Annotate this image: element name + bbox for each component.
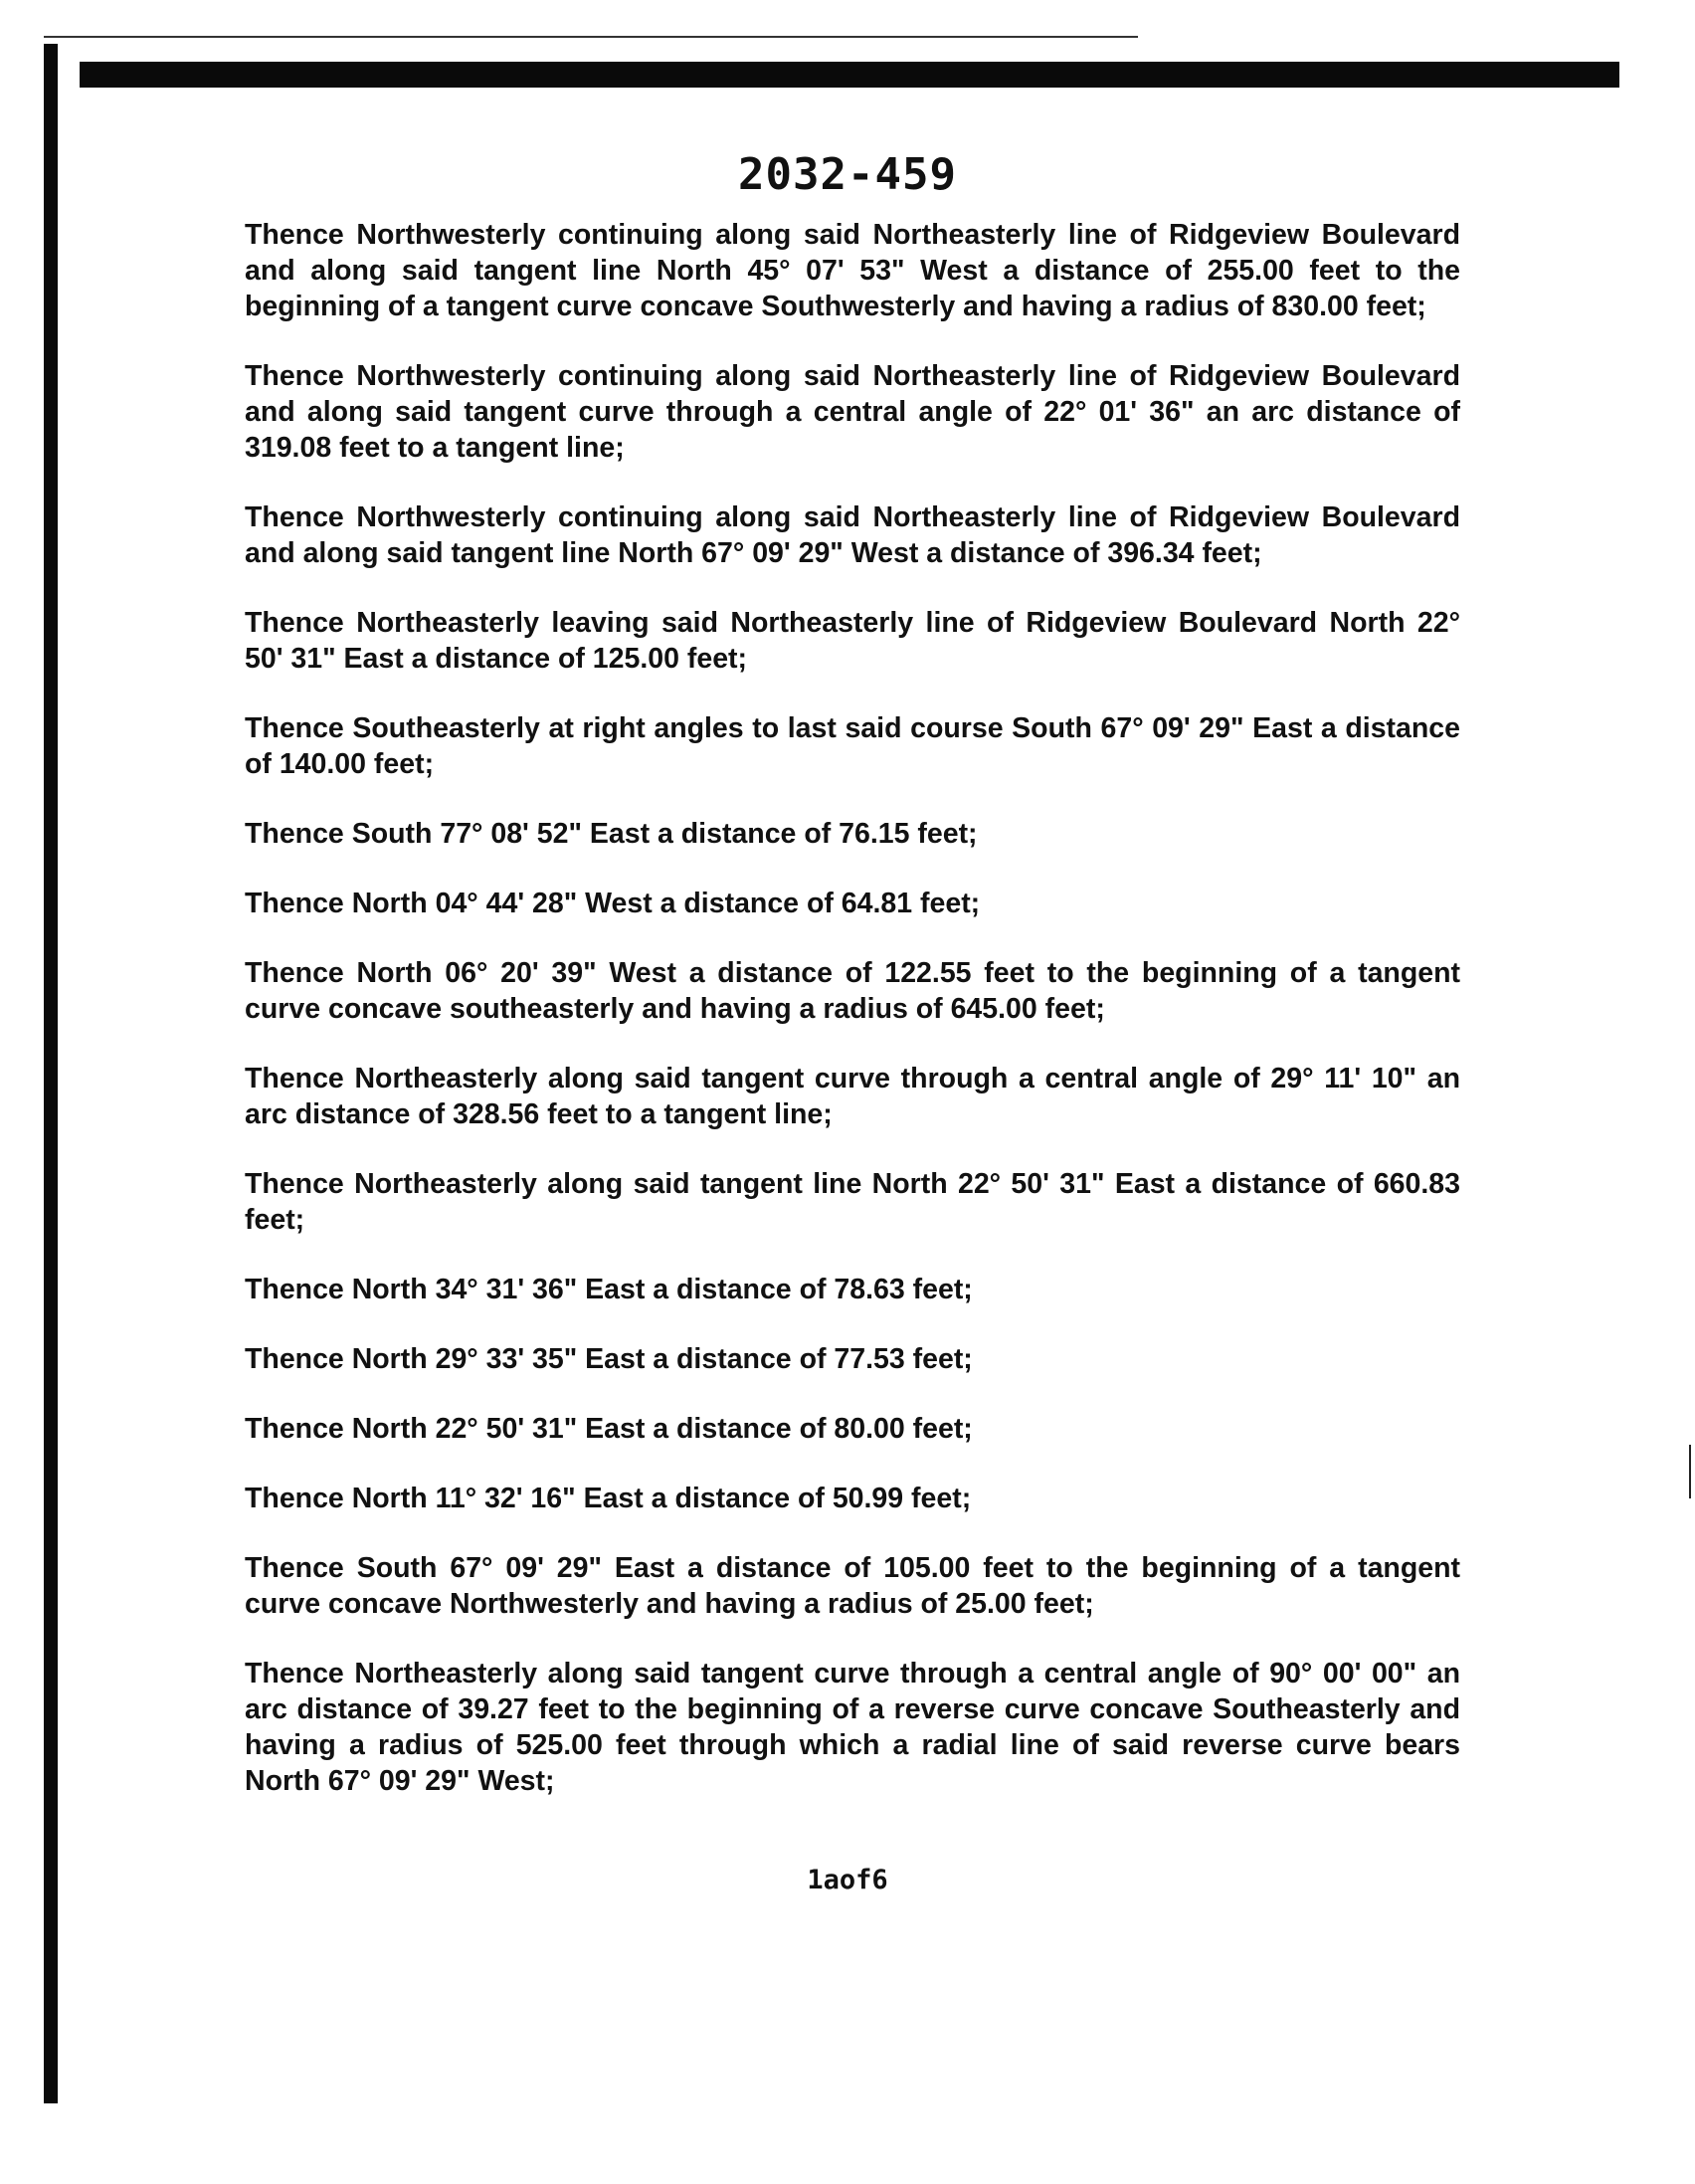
course-paragraph: Thence Northwesterly continuing along said Northeasterly line of Ridgeview Boulevard and along said tangent line North 45° 07' 53" West a distance of 255.00 feet to the beginning of a tangent curve concave Southwesterly and having a radius of 830.00 feet; <box>245 219 1460 322</box>
course-paragraph: Thence Northeasterly along said tangent curve through a central angle of 90° 00' 00" an arc distance of 39.27 feet to the beginning of a reverse curve concave Southeasterly and having a radius of 525.00 feet through which a radial line of said reverse curve bears North 67° 09' 29" West; <box>245 1658 1460 1797</box>
course-paragraph: Thence Northeasterly leaving said Northeasterly line of Ridgeview Boulevard North 22° 50' 31" East a distance of 125.00 feet; <box>245 607 1460 675</box>
course-paragraph: Thence North 22° 50' 31" East a distance of 80.00 feet; <box>245 1413 973 1445</box>
document-number: 2032-459 <box>738 149 957 200</box>
course-paragraph: Thence South 67° 09' 29" East a distance of 105.00 feet to the beginning of a tangent curve concave Northwesterly and having a radius of 25.00 feet; <box>245 1552 1460 1620</box>
scan-top-black-bar <box>80 62 1619 88</box>
course-paragraph: Thence North 04° 44' 28" West a distance of 64.81 feet; <box>245 888 981 919</box>
course-paragraph: Thence Southeasterly at right angles to last said course South 67° 09' 29" East a distance of 140.00 feet; <box>245 712 1460 780</box>
page-number-footer: 1aof6 <box>807 1865 888 1895</box>
scan-left-black-bar <box>44 44 58 2103</box>
scan-right-edge-mark <box>1689 1445 1691 1498</box>
course-paragraph: Thence North 11° 32' 16" East a distance of 50.99 feet; <box>245 1483 972 1514</box>
course-paragraph: Thence North 34° 31' 36" East a distance of 78.63 feet; <box>245 1274 973 1305</box>
scan-top-edge-line <box>44 36 1138 38</box>
course-paragraph: Thence South 77° 08' 52" East a distance of 76.15 feet; <box>245 818 978 850</box>
course-paragraph: Thence Northwesterly continuing along said Northeasterly line of Ridgeview Boulevard and along said tangent curve through a central angle of 22° 01' 36" an arc distance of 319.08 feet to a tangent line; <box>245 360 1460 464</box>
course-paragraph: Thence Northeasterly along said tangent line North 22° 50' 31" East a distance of 660.83 feet; <box>245 1168 1460 1236</box>
course-paragraph: Thence Northeasterly along said tangent curve through a central angle of 29° 11' 10" an arc distance of 328.56 feet to a tangent line; <box>245 1063 1460 1130</box>
legal-description-body <box>245 217 1460 1833</box>
course-paragraph: Thence North 29° 33' 35" East a distance of 77.53 feet; <box>245 1343 973 1375</box>
course-paragraph: Thence Northwesterly continuing along said Northeasterly line of Ridgeview Boulevard and along said tangent line North 67° 09' 29" West a distance of 396.34 feet; <box>245 501 1460 569</box>
course-paragraph: Thence North 06° 20' 39" West a distance of 122.55 feet to the beginning of a tangent curve concave southeasterly and having a radius of 645.00 feet; <box>245 957 1460 1025</box>
